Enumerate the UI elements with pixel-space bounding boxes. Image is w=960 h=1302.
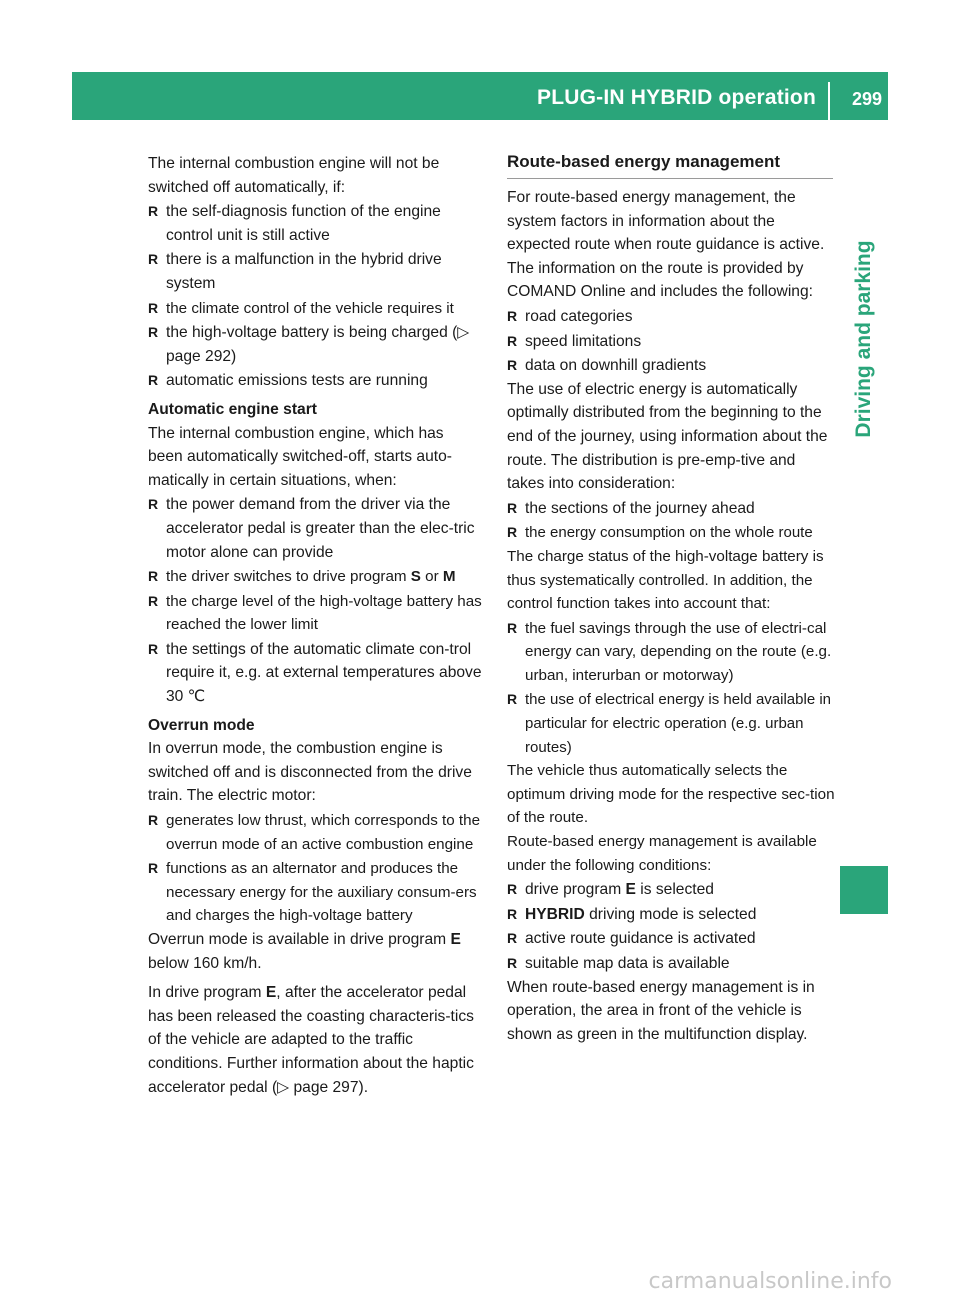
list-item: R the use of electrical energy is held available in particular for electric operation (e.g. urban routes) <box>507 688 835 759</box>
paragraph: For route-based energy management, the system factors in information about the expected route when route guidance is active. <box>507 189 825 254</box>
program-e: E <box>625 881 636 899</box>
list-item: R generates low thrust, which corresponds to the overrun mode of an active combustion engine <box>148 809 482 856</box>
paragraph: The charge status of the high-voltage battery is thus systematically controlled. In addition, the control function takes into account that: <box>507 547 824 613</box>
side-marker <box>840 866 888 914</box>
paragraph: Route-based energy management is available under the following conditions: <box>507 833 817 874</box>
program-e: E <box>450 931 461 948</box>
text: driving mode is selected <box>584 905 757 923</box>
list-item: R there is a malfunction in the hybrid drive system <box>148 248 482 295</box>
program-m: M <box>442 568 456 586</box>
text: In drive program <box>148 984 266 1002</box>
list-item: R the power demand from the driver via the accelerator pedal is greater than the elec-tric motor alone can provide <box>148 493 482 564</box>
list-item: R active route guidance is activated <box>507 927 835 951</box>
subheading: Automatic engine start <box>148 400 317 418</box>
list-item: R the fuel savings through the use of electri-cal energy can vary, depending on the route (e.g. urban, interurban or motorway) <box>507 617 835 688</box>
paragraph: When route-based energy management is in operation, the area in front of the vehicle is shown as green in the multifunction display. <box>507 978 815 1043</box>
list-item <box>507 878 835 902</box>
list-item <box>507 903 835 927</box>
list-item: R road categories <box>507 305 835 329</box>
paragraph: The internal combustion engine, which has been automatically switched-off, starts auto-matically in certain situations, when: <box>148 424 452 489</box>
subheading: Overrun mode <box>148 716 255 734</box>
text: Overrun mode is available in drive program <box>148 931 451 948</box>
chapter-title: PLUG-IN HYBRID operation <box>537 86 816 109</box>
page-number: 299 <box>851 89 882 109</box>
list-item: R the energy consumption on the whole route <box>507 521 835 545</box>
text: drive program <box>525 881 626 899</box>
list-item: R data on downhill gradients <box>507 354 835 378</box>
left-column <box>148 152 482 1099</box>
text: is selected <box>635 881 714 899</box>
text: the driver switches to drive program <box>166 568 411 586</box>
section-tab <box>840 174 888 504</box>
list-item: R the settings of the automatic climate con-trol require it, e.g. at external temperatures above 30 ℃ <box>148 638 482 709</box>
paragraph: The vehicle thus automatically selects the optimum driving mode for the respective sec-tion of the route. <box>507 762 835 827</box>
list-item: R the self-diagnosis function of the engine control unit is still active <box>148 200 482 247</box>
section-title: Route-based energy management <box>507 150 833 179</box>
list-item: R the sections of the journey ahead <box>507 497 835 521</box>
list-item: R suitable map data is available <box>507 952 835 976</box>
program-e: E <box>265 984 277 1002</box>
header-divider <box>828 82 830 120</box>
program-s: S <box>410 568 421 586</box>
text: or <box>420 568 443 586</box>
hybrid-mode: HYBRID <box>525 905 585 923</box>
paragraph <box>148 981 482 1099</box>
text: below 160 km/h. <box>148 954 262 972</box>
paragraph: In overrun mode, the combustion engine is switched off and is disconnected from the drive train. The electric motor: <box>148 740 472 805</box>
list-item: R the charge level of the high-voltage battery has reached the lower limit <box>148 590 482 637</box>
paragraph: The internal combustion engine will not be switched off automatically, if: <box>148 155 440 196</box>
paragraph: The use of electric energy is automatically optimally distributed from the beginning to the end of the journey, using information about the route. The distribution is pre-emp-tive and takes into consideration: <box>507 380 828 493</box>
list-item <box>148 565 482 589</box>
paragraph <box>148 928 482 975</box>
text: , after the accelerator pedal has been released the coasting characteris-tics of the vehicle are adapted to the traffic conditions. Further information about the haptic accelerator pedal (▷ page 297). <box>148 984 474 1096</box>
list-item: R functions as an alternator and produces the necessary energy for the auxiliary consum-ers and charges the high-voltage battery <box>148 857 482 928</box>
section-tab-label: Driving and parking <box>852 240 875 438</box>
list-item: R the climate control of the vehicle requires it <box>148 297 482 321</box>
list-item: R speed limitations <box>507 330 835 354</box>
header-bar <box>72 72 888 120</box>
watermark: carmanualsonline.info <box>648 1269 892 1294</box>
list-item: R the high-voltage battery is being charged (▷ page 292) <box>148 321 482 368</box>
right-column <box>507 176 835 1046</box>
paragraph: The information on the route is provided by COMAND Online and includes the following: <box>507 259 813 301</box>
list-item: R automatic emissions tests are running <box>148 369 482 393</box>
